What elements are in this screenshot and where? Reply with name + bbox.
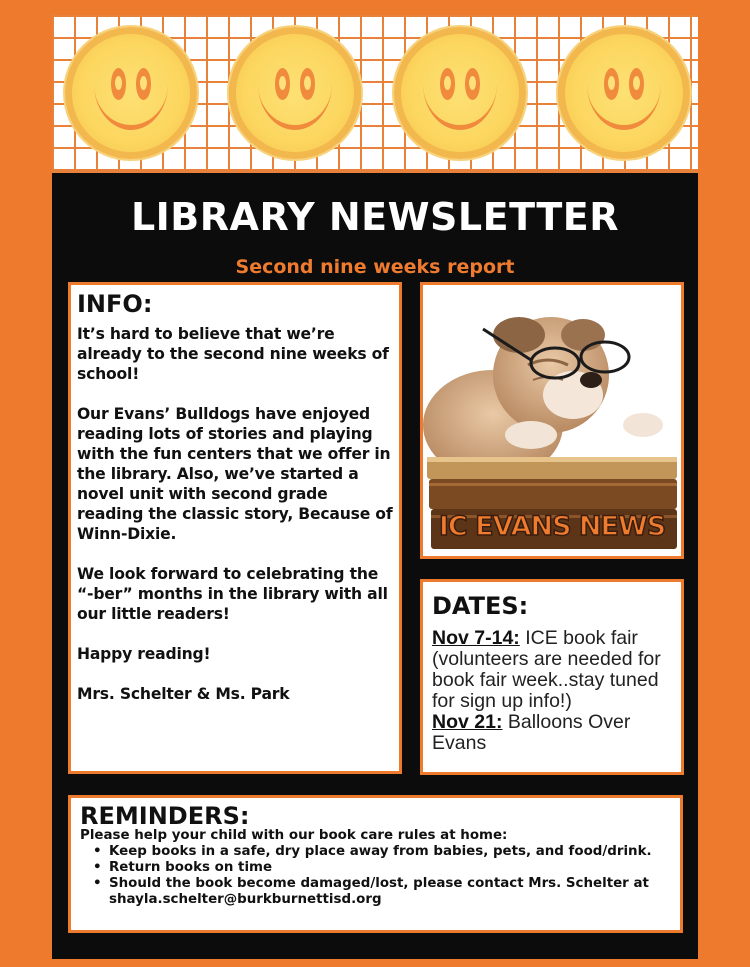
news-stamp-text: IC EVANS NEWS (438, 511, 666, 542)
reminders-box (68, 795, 683, 933)
reminders-intro: Please help your child with our book care rules at home: (80, 828, 508, 843)
smiley-icon (558, 27, 690, 159)
date-text: Balloons Over Evans (432, 711, 631, 754)
list-item: • Keep books in a safe, dry place away from babies, pets, and food/drink. (90, 844, 674, 860)
newsletter-sheet (52, 15, 698, 959)
reminders-list (90, 844, 674, 908)
info-paragraph: We look forward to celebrating the “-ber” months in the library with all our little readers! (77, 565, 388, 623)
dates-heading: DATES: (432, 592, 529, 620)
reminders-heading: REMINDERS: (80, 802, 250, 830)
date-label: Nov 21: (432, 711, 503, 733)
smiley-icon (65, 27, 197, 159)
info-paragraph: It’s hard to believe that we’re already to the second nine weeks of school! (77, 325, 389, 383)
list-item: • Should the book become damaged/lost, please contact Mrs. Schelter at shayla.schelter@burkburnettisd.org (90, 876, 674, 908)
list-item: • Return books on time (90, 860, 674, 876)
info-paragraph: Our Evans’ Bulldogs have enjoyed reading lots of stories and playing with the fun centers that we offer in the library. Also, we’ve started a novel unit with second grade reading the classic story, Because of Winn-Dixie. (77, 405, 393, 543)
photo-box (420, 282, 684, 559)
date-text: ICE book fair (volunteers are needed for book fair week..stay tuned for sign up info!) (432, 627, 661, 712)
grid-banner (52, 15, 698, 173)
newsletter-title: LIBRARY NEWSLETTER (130, 195, 620, 239)
smiley-icon (229, 27, 361, 159)
info-paragraph: Happy reading! (77, 645, 211, 663)
date-item (432, 628, 672, 712)
dates-box (420, 579, 684, 775)
info-signature: Mrs. Schelter & Ms. Park (77, 685, 290, 703)
date-item (432, 712, 672, 754)
newsletter-subtitle: Second nine weeks report (235, 256, 515, 278)
info-box (68, 282, 402, 774)
info-heading: INFO: (77, 290, 153, 318)
date-label: Nov 7-14: (432, 627, 520, 649)
smiley-icon (394, 27, 526, 159)
